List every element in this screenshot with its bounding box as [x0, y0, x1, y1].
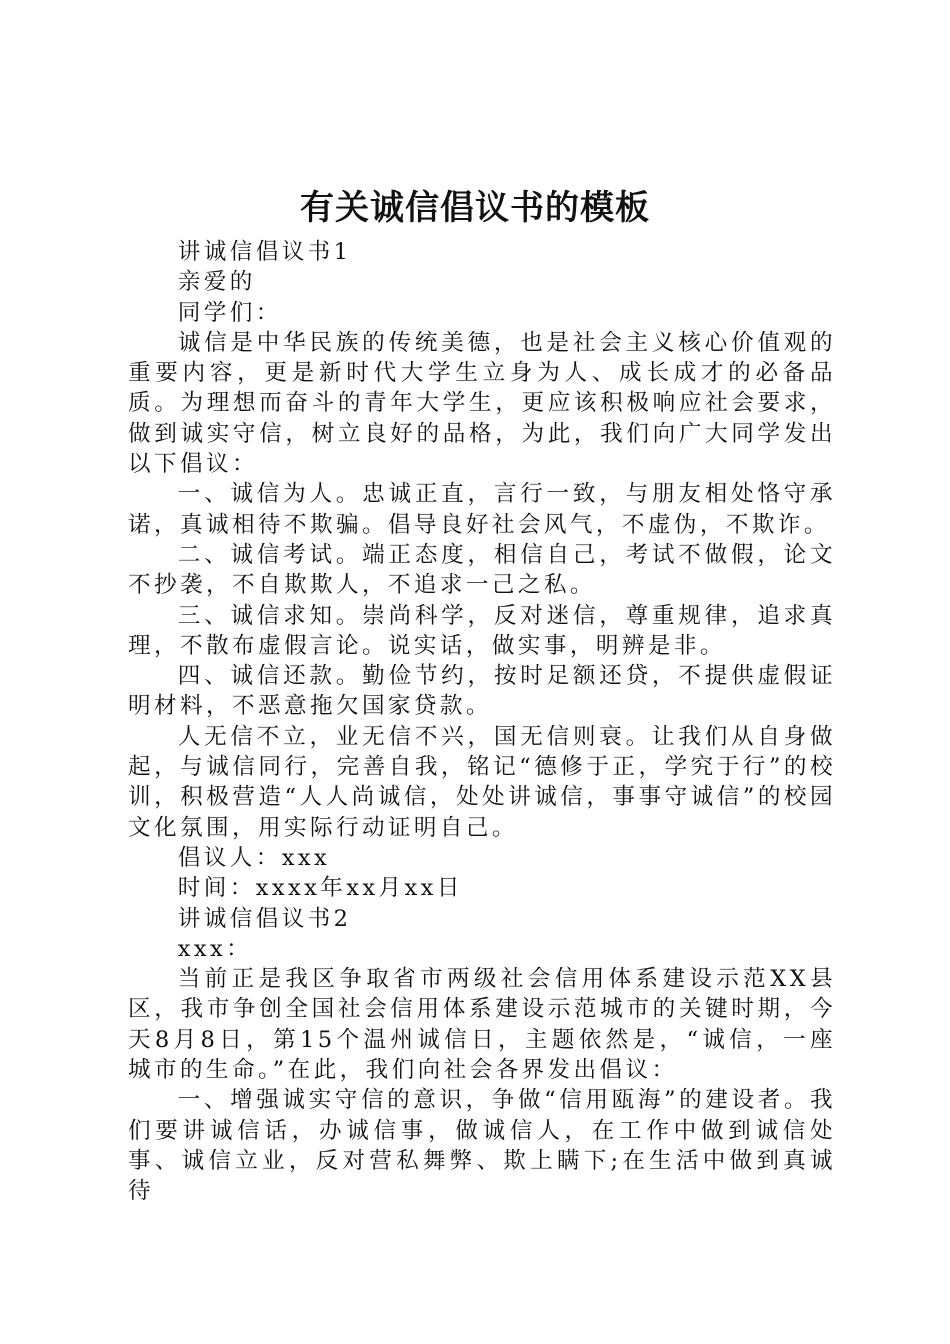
document-title: 有关诚信倡议书的模板 [300, 188, 650, 228]
paragraph-intro-2: 当前正是我区争取省市两级社会信用体系建设示范XX县区，我市争创全国社会信用体系建设示范城市的关键时期，今天8月8日，第15个温州诚信日，主题依然是，“诚信，一座城市的生命。”在此，我们向社会各界发出倡议： [128, 966, 836, 1084]
paragraph-salutation: 亲爱的 [177, 269, 256, 296]
paragraph-signatory: 倡议人：xxx [177, 844, 331, 871]
paragraph-addressee: 同学们： [177, 299, 282, 326]
paragraph-item-2-1: 一、增强诚实守信的意识，争做“信用瓯海”的建设者。我们要讲诚信话，办诚信事，做诚信人，在工作中做到诚信处事、诚信立业，反对营私舞弊、欺上瞒下;在生活中做到真诚待 [128, 1087, 836, 1205]
paragraph-conclusion: 人无信不立，业无信不兴，国无信则衰。让我们从自身做起，与诚信同行，完善自我，铭记“德修于正，学究于行”的校训，积极营造“人人尚诚信，处处讲诚信，事事守诚信”的校园文化氛围，用实际行动证明自己。 [128, 723, 836, 841]
paragraph-item-3: 三、诚信求知。崇尚科学，反对迷信，尊重规律，追求真理，不散布虚假言论。说实话，做实事，明辨是非。 [128, 602, 836, 659]
paragraph-item-2: 二、诚信考试。端正态度，相信自己，考试不做假，论文不抄袭，不自欺欺人，不追求一己之私。 [128, 541, 836, 599]
paragraph-addressee-2: xxx： [177, 935, 253, 962]
paragraph-item-1: 一、诚信为人。忠诚正直，言行一致，与朋友相处恪守承诺，真诚相待不欺骗。倡导良好社会风气，不虚伪，不欺诈。 [128, 481, 836, 538]
paragraph-item-4: 四、诚信还款。勤俭节约，按时足额还贷，不提供虚假证明材料，不恶意拖欠国家贷款。 [128, 663, 836, 720]
document-body [128, 237, 836, 1207]
paragraph-heading-2: 讲诚信倡议书2 [177, 905, 352, 932]
paragraph-heading-1: 讲诚信倡议书1 [177, 239, 352, 265]
paragraph-intro: 诚信是中华民族的传统美德，也是社会主义核心价值观的重要内容，更是新时代大学生立身为人、成长成才的必备品质。为理想而奋斗的青年大学生，更应该积极响应社会要求，做到诚实守信，树立良好的品格，为此，我们向广大同学发出以下倡议： [128, 329, 836, 478]
paragraph-date: 时间：xxxx年xx月xx日 [177, 875, 463, 902]
